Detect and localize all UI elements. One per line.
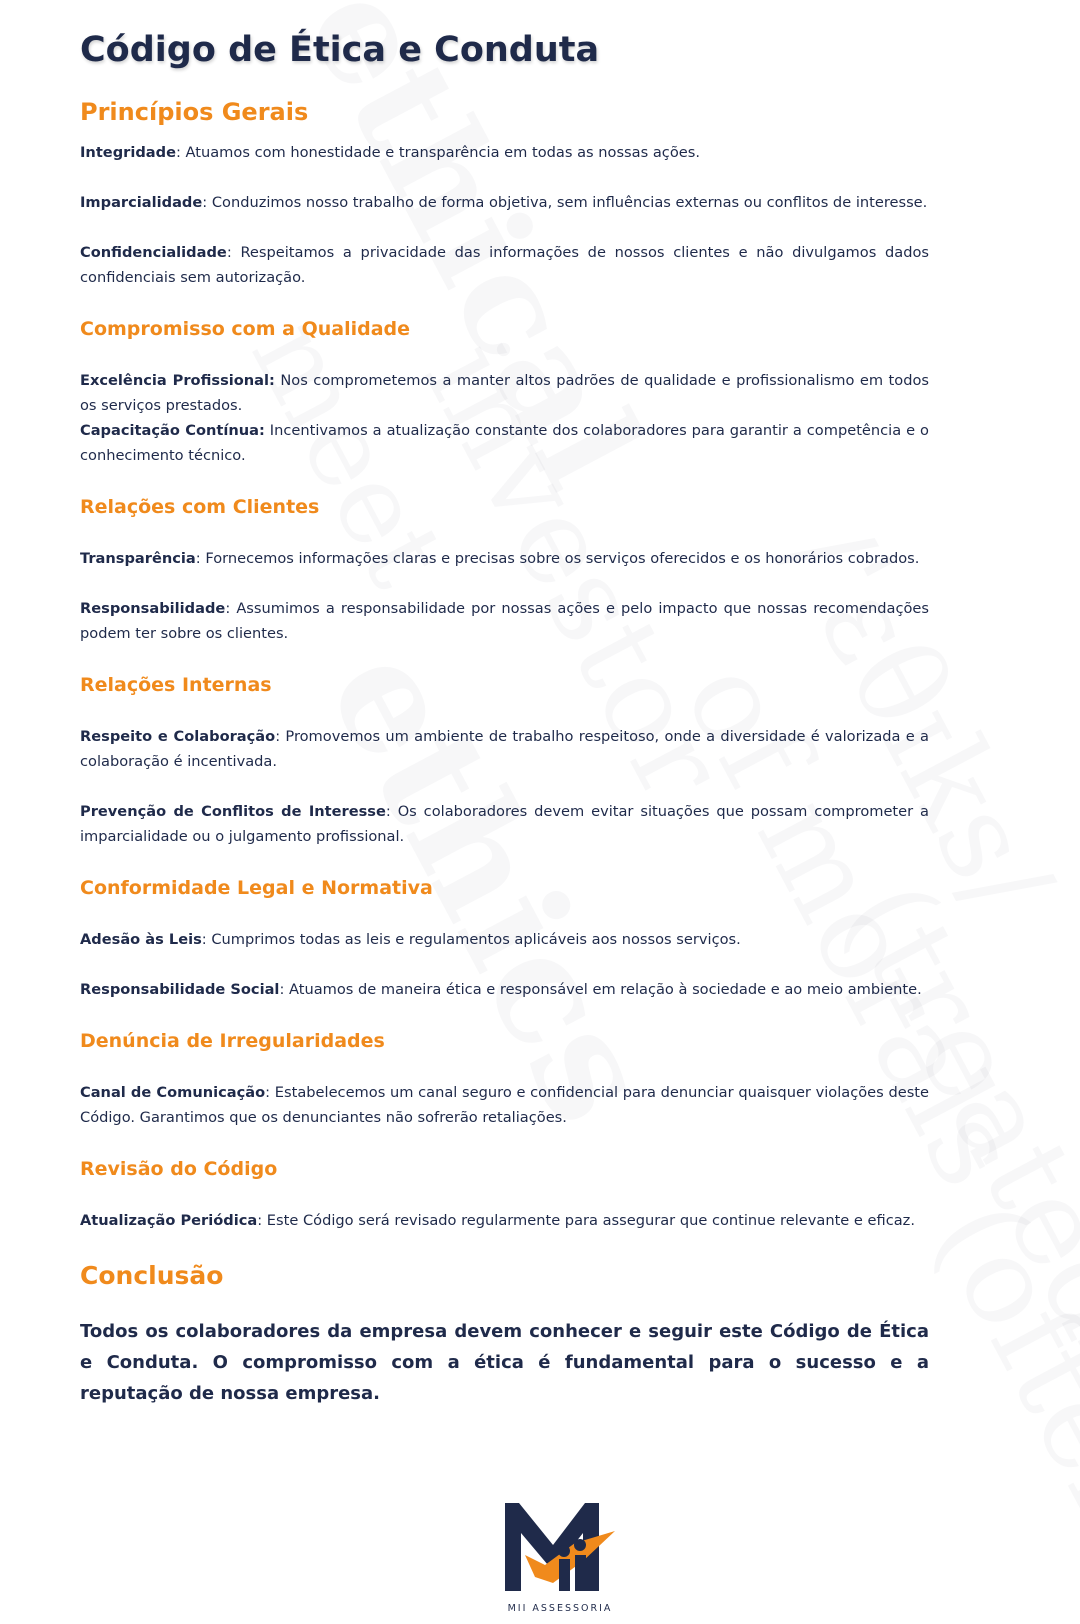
paragraph bbox=[80, 418, 929, 468]
section-heading: Compromisso com a Qualidade bbox=[80, 318, 411, 340]
description: : Assumimos a responsabilidade por nossas ações e pelo impacto que nossas recomendações podem ter sobre os clientes. bbox=[80, 600, 929, 642]
term: Imparcialidade bbox=[80, 194, 203, 211]
term: Prevenção de Conflitos de Interesse bbox=[80, 803, 386, 820]
paragraph bbox=[80, 1208, 929, 1233]
logo-pillar bbox=[559, 1559, 570, 1591]
paragraph bbox=[80, 799, 929, 849]
logo-dot bbox=[574, 1539, 586, 1551]
term: Responsabilidade Social bbox=[80, 981, 280, 998]
logo-dot bbox=[558, 1545, 570, 1557]
description: : Os colaboradores devem evitar situações que possam comprometer a imparcialidade ou o julgamento profissional. bbox=[80, 803, 929, 845]
term: Canal de Comunicação bbox=[80, 1084, 266, 1101]
section-heading: Princípios Gerais bbox=[80, 98, 309, 126]
section-heading: Relações com Clientes bbox=[80, 496, 320, 518]
section-denuncia bbox=[80, 1030, 929, 1130]
section-revisao bbox=[80, 1158, 929, 1233]
paragraph bbox=[80, 1080, 929, 1130]
section-heading: Denúncia de Irregularidades bbox=[80, 1030, 385, 1052]
conclusion-heading: Conclusão bbox=[80, 1261, 224, 1290]
company-logo bbox=[505, 1503, 635, 1615]
mii-logo-icon bbox=[505, 1503, 625, 1601]
paragraph bbox=[80, 546, 929, 571]
description: : Promovemos um ambiente de trabalho respeitoso, onde a diversidade é valorizada e a colaboração é incentivada. bbox=[80, 728, 929, 770]
paragraph bbox=[80, 190, 929, 215]
term: Confidencialidade bbox=[80, 244, 227, 261]
term: Adesão às Leis bbox=[80, 931, 202, 948]
paragraph bbox=[80, 927, 929, 952]
section-heading: Conformidade Legal e Normativa bbox=[80, 877, 433, 899]
paragraph bbox=[80, 140, 929, 165]
section-heading: Relações Internas bbox=[80, 674, 272, 696]
term: Responsabilidade bbox=[80, 600, 226, 617]
paragraph bbox=[80, 368, 929, 418]
logo-text: MII ASSESSORIA bbox=[507, 1603, 613, 1614]
description: : Estabelecemos um canal seguro e confidencial para denunciar quaisquer violações deste Código. Garantimos que os denunciantes não sofrerão retaliações. bbox=[80, 1084, 929, 1126]
section-qualidade bbox=[80, 318, 929, 468]
description: : Conduzimos nosso trabalho de forma objetiva, sem influências externas ou conflitos de interesse. bbox=[202, 194, 928, 211]
term: Integridade bbox=[80, 144, 176, 161]
description: : Atuamos com honestidade e transparência em todas as nossas ações. bbox=[175, 144, 700, 161]
paragraph bbox=[80, 596, 929, 646]
section-conclusao bbox=[80, 1261, 929, 1409]
description: : Atuamos de maneira ética e responsável em relação à sociedade e ao meio ambiente. bbox=[279, 981, 922, 998]
section-clientes bbox=[80, 496, 929, 646]
description: Incentivamos a atualização constante dos colaboradores para garantir a competência e o conhecimento técnico. bbox=[80, 422, 929, 464]
paragraph bbox=[80, 240, 929, 290]
logo-pillar bbox=[575, 1555, 586, 1591]
description: Nos comprometemos a manter altos padrões de qualidade e profissionalismo em todos os serviços prestados. bbox=[80, 372, 929, 414]
description: : Cumprimos todas as leis e regulamentos aplicáveis aos nossos serviços. bbox=[201, 931, 741, 948]
term: Atualização Periódica bbox=[80, 1212, 258, 1229]
section-principios bbox=[80, 98, 929, 290]
paragraph bbox=[80, 724, 929, 774]
term: Capacitação Contínua: bbox=[80, 422, 265, 439]
term: Excelência Profissional: bbox=[80, 372, 275, 389]
page-title: Código de Ética e Conduta bbox=[80, 30, 600, 70]
term: Respeito e Colaboração bbox=[80, 728, 276, 745]
paragraph bbox=[80, 977, 929, 1002]
term: Transparência bbox=[80, 550, 196, 567]
description: : Respeitamos a privacidade das informações de nossos clientes e não divulgamos dados confidenciais sem autorização. bbox=[80, 244, 929, 286]
description: : Este Código será revisado regularmente para assegurar que continue relevante e eficaz. bbox=[257, 1212, 915, 1229]
section-conformidade bbox=[80, 877, 929, 1002]
description: : Fornecemos informações claras e precisas sobre os serviços oferecidos e os honorários cobrados. bbox=[195, 550, 920, 567]
section-heading: Revisão do Código bbox=[80, 1158, 278, 1180]
conclusion-text: Todos os colaboradores da empresa devem conhecer e seguir este Código de Ética e Conduta. O compromisso com a ética é fundamental para o sucesso e a reputação de nossa empresa. bbox=[80, 1321, 929, 1404]
section-internas bbox=[80, 674, 929, 849]
